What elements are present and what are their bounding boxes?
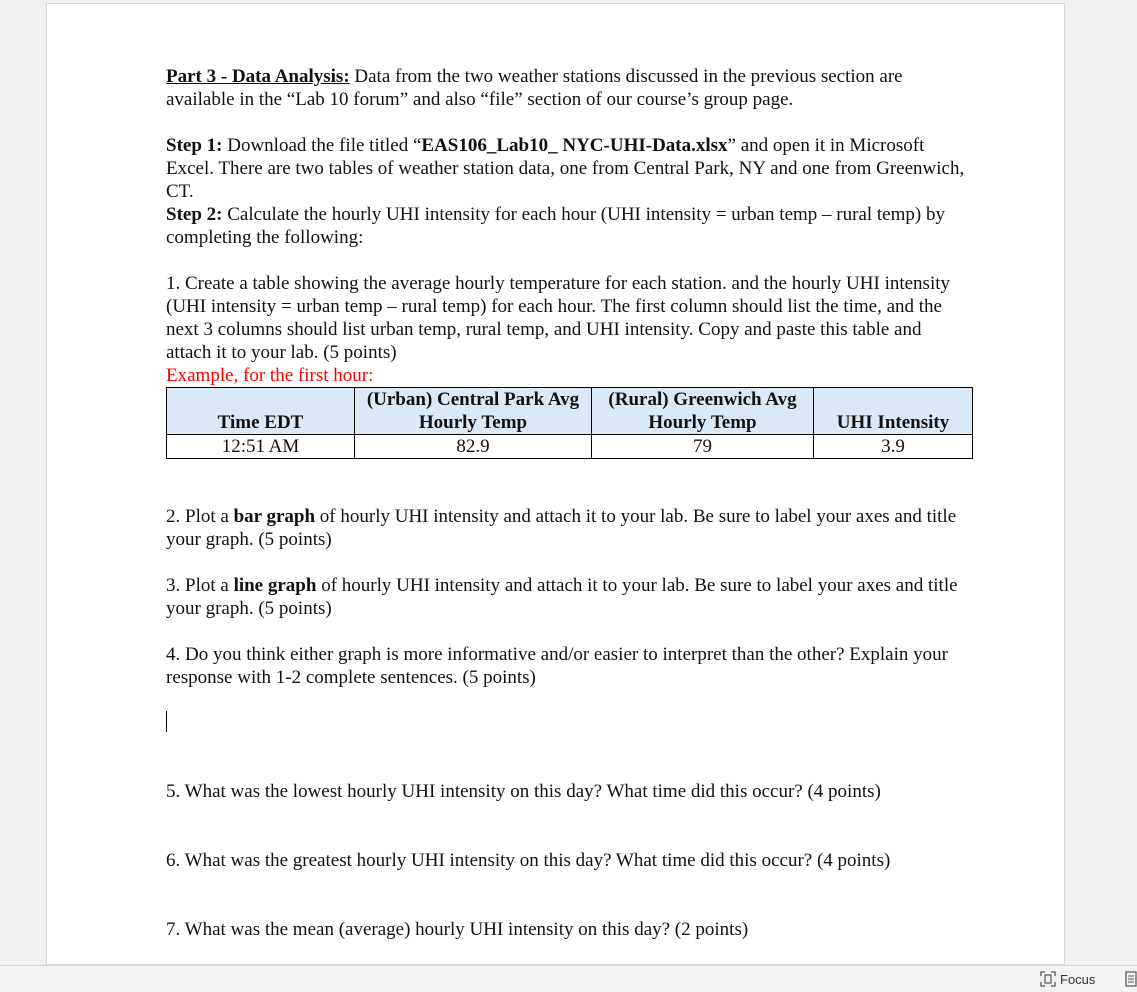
q2-pre: 2. Plot a — [166, 506, 234, 527]
q3-pre: 3. Plot a — [166, 575, 234, 596]
table-row — [167, 435, 973, 459]
step2-paragraph — [166, 203, 966, 249]
focus-button[interactable] — [1040, 970, 1095, 988]
cell-urban: 82.9 — [355, 435, 592, 459]
q2-post: of hourly UHI intensity and attach it to your lab. Be sure to label your axes and title your graph. (5 points) — [166, 506, 957, 550]
step1-label: Step 1: — [166, 135, 223, 156]
step2-label: Step 2: — [166, 204, 223, 225]
step1-paragraph — [166, 134, 966, 203]
question-3 — [166, 574, 966, 620]
question-5: 5. What was the lowest hourly UHI intensity on this day? What time did this occur? (4 points) — [166, 781, 881, 802]
document-page[interactable] — [46, 3, 1065, 965]
read-mode-icon[interactable] — [1125, 971, 1137, 987]
header-uhi: UHI Intensity — [814, 388, 973, 435]
cell-rural: 79 — [592, 435, 814, 459]
question-2 — [166, 505, 966, 551]
step2-text: Calculate the hourly UHI intensity for each hour (UHI intensity = urban temp – rural temp) by completing the following: — [166, 204, 945, 248]
step1-text-pre: Download the file titled “ — [222, 135, 422, 156]
header-rural: (Rural) Greenwich Avg Hourly Temp — [592, 388, 814, 435]
q3-bold: line graph — [233, 575, 317, 596]
header-urban: (Urban) Central Park Avg Hourly Temp — [355, 388, 592, 435]
q2-bold: bar graph — [233, 506, 316, 527]
table-header-row — [167, 388, 973, 435]
step1-text-post: ” and open it in Microsoft Excel. There are two tables of weather station data, one from Central Park, NY and one from Greenwich, CT. — [166, 135, 965, 202]
part-heading: Part 3 - Data Analysis: — [166, 66, 350, 87]
focus-label: Focus — [1060, 971, 1096, 987]
question-4: 4. Do you think either graph is more informative and/or easier to interpret than the other? Explain your response with 1-2 complete sentences. (5 points) — [166, 644, 948, 688]
intro-text: Data from the two weather stations discussed in the previous section are available in the “Lab 10 forum” and also “file” section of our course’s group page. — [166, 66, 903, 110]
example-label: Example, for the first hour: — [166, 365, 374, 386]
document-body[interactable] — [166, 65, 966, 689]
step1-filename: EAS106_Lab10_ NYC-UHI-Data.xlsx — [421, 135, 728, 156]
question-6: 6. What was the greatest hourly UHI intensity on this day? What time did this occur? (4 points) — [166, 850, 891, 871]
question-1: 1. Create a table showing the average hourly temperature for each station. and the hourly UHI intensity (UHI intensity = urban temp – rural temp) for each hour. The first column should list the time, and the next 3 columns should list urban temp, rural temp, and UHI intensity. Copy and paste this table and attach it to your lab. (5 points) — [166, 273, 951, 363]
cell-time: 12:51 AM — [167, 435, 355, 459]
example-table — [166, 387, 973, 459]
text-cursor — [166, 711, 167, 732]
header-time: Time EDT — [167, 388, 355, 435]
part3-paragraph — [166, 65, 966, 111]
cell-uhi: 3.9 — [814, 435, 973, 459]
focus-icon — [1040, 971, 1056, 987]
question-7: 7. What was the mean (average) hourly UHI intensity on this day? (2 points) — [166, 919, 749, 940]
status-bar — [0, 965, 1137, 992]
q3-post: of hourly UHI intensity and attach it to your lab. Be sure to label your axes and title your graph. (5 points) — [166, 575, 958, 619]
